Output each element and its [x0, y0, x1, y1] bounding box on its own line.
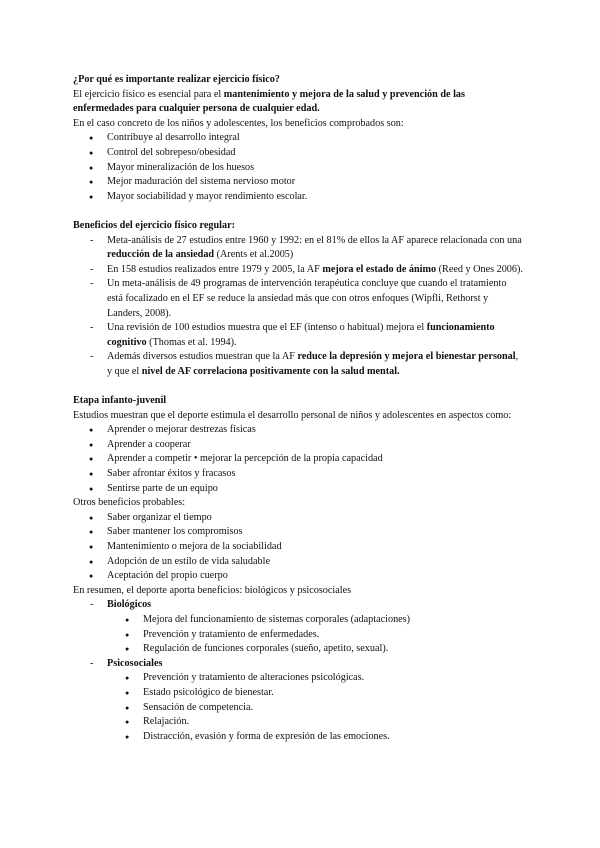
document-page — [73, 73, 523, 744]
list-item — [73, 263, 523, 278]
other-benefits-list — [73, 511, 523, 584]
study-emphasis: mejora el estado de ánimo — [322, 263, 437, 275]
study-citation: (Reed y Ones 2006). — [436, 263, 523, 275]
list-item-psychosocial — [73, 657, 523, 672]
list-item: ● Mantenimiento o mejora de la sociabilidad — [73, 540, 523, 555]
list-item: ● Saber mantener los compromisos — [73, 525, 523, 540]
study-emphasis: reduce la depresión y mejora el bienestar personal — [297, 351, 516, 363]
other-benefits-label: Otros beneficios probables: — [73, 497, 186, 509]
list-item: ● Saber afrontar éxitos y fracasos — [73, 467, 523, 482]
studies-list — [73, 234, 523, 380]
intro-emphasis: mantenimiento y mejora de la salud y prevención de las enfermedades para cualquier persona de cualquier edad. — [73, 88, 465, 115]
psychosocial-label: Psicosociales — [107, 657, 163, 669]
benefit-types-list — [73, 598, 523, 613]
list-item — [73, 321, 523, 350]
youth-intro: Estudios muestran que el deporte estimula el desarrollo personal de niños y adolescentes en aspectos como: — [73, 409, 512, 421]
list-item — [73, 350, 523, 379]
list-item: ● Aprender a competir • mejorar la percepción de la propia capacidad — [73, 452, 523, 467]
benefit-types-list-2 — [73, 657, 523, 672]
study-text: , y que el — [107, 351, 519, 377]
list-item: ● Regulación de funciones corporales (sueño, apetito, sexual). — [73, 642, 523, 657]
study-text: Meta-análisis de 27 estudios entre 1960 y 1992: en el 81% de ellos la AF aparece relacionada con una — [107, 234, 522, 246]
section-title-why-exercise: ¿Por qué es importante realizar ejercicio físico? — [73, 74, 280, 85]
aspects-list — [73, 423, 523, 496]
section-title-youth-stage: Etapa infanto-juvenil — [73, 395, 167, 407]
list-item — [73, 234, 523, 263]
study-emphasis: nivel de AF correlaciona positivamente con la salud mental. — [141, 365, 400, 377]
list-item: ● Prevención y tratamiento de enfermedades. — [73, 628, 523, 643]
list-item: ● Mejora del funcionamiento de sistemas corporales (adaptaciones) — [73, 613, 523, 628]
kids-intro: En el caso concreto de los niños y adolescentes, los beneficios comprobados son: — [73, 117, 404, 129]
study-text: Además diversos estudios muestran que la AF — [107, 351, 298, 363]
list-item-biological — [73, 598, 523, 613]
list-item: ● Sentirse parte de un equipo — [73, 482, 523, 497]
intro-text: El ejercicio físico es esencial para el — [73, 88, 224, 100]
study-text: En 158 estudios realizados entre 1979 y 2005, la AF — [107, 263, 323, 275]
section-title-benefits: Beneficios del ejercicio físico regular: — [73, 219, 236, 231]
list-item: ● Prevención y tratamiento de alteraciones psicológicas. — [73, 671, 523, 686]
study-emphasis: funcionamiento cognitivo — [107, 322, 495, 348]
study-emphasis: reducción de la ansiedad — [107, 249, 215, 261]
list-item: ● Mayor mineralización de los huesos — [73, 161, 523, 176]
intro-paragraph — [73, 88, 523, 117]
list-item: ● Estado psicológico de bienestar. — [73, 686, 523, 701]
list-item: ● Adopción de un estilo de vida saludable — [73, 555, 523, 570]
psychosocial-list — [73, 671, 523, 744]
list-item: ● Relajación. — [73, 715, 523, 730]
biological-label: Biológicos — [107, 599, 152, 611]
list-item: ● Aprender o mejorar destrezas físicas — [73, 423, 523, 438]
study-text: Una revisión de 100 estudios muestra que el EF (intenso o habitual) mejora el — [107, 322, 427, 334]
study-citation: (Thomas et al. 1994). — [146, 336, 237, 348]
list-item: ● Control del sobrepeso/obesidad — [73, 146, 523, 161]
list-item: ● Sensación de competencia. — [73, 701, 523, 716]
list-item: ● Saber organizar el tiempo — [73, 511, 523, 526]
kids-benefits-list — [73, 131, 523, 204]
list-item: ● Contribuye al desarrollo integral — [73, 131, 523, 146]
list-item: ● Mejor maduración del sistema nervioso motor — [73, 175, 523, 190]
biological-list — [73, 613, 523, 657]
study-citation: (Arents et al.2005) — [214, 249, 294, 261]
list-item: ● Mayor sociabilidad y mayor rendimiento escolar. — [73, 190, 523, 205]
list-item: ● Aprender a cooperar — [73, 438, 523, 453]
summary-text: En resumen, el deporte aporta beneficios: biológicos y psicosociales — [73, 584, 352, 596]
list-item: ● Distracción, evasión y forma de expresión de las emociones. — [73, 730, 523, 745]
list-item: ● Aceptación del propio cuerpo — [73, 569, 523, 584]
list-item: - Un meta-análisis de 49 programas de intervención terapéutica concluye que cuando el tratamiento está focalizado en el EF se reduce la ansiedad más que con otros enfoques (Wipfli, Rethorst y Landers, 2008). — [73, 277, 523, 321]
